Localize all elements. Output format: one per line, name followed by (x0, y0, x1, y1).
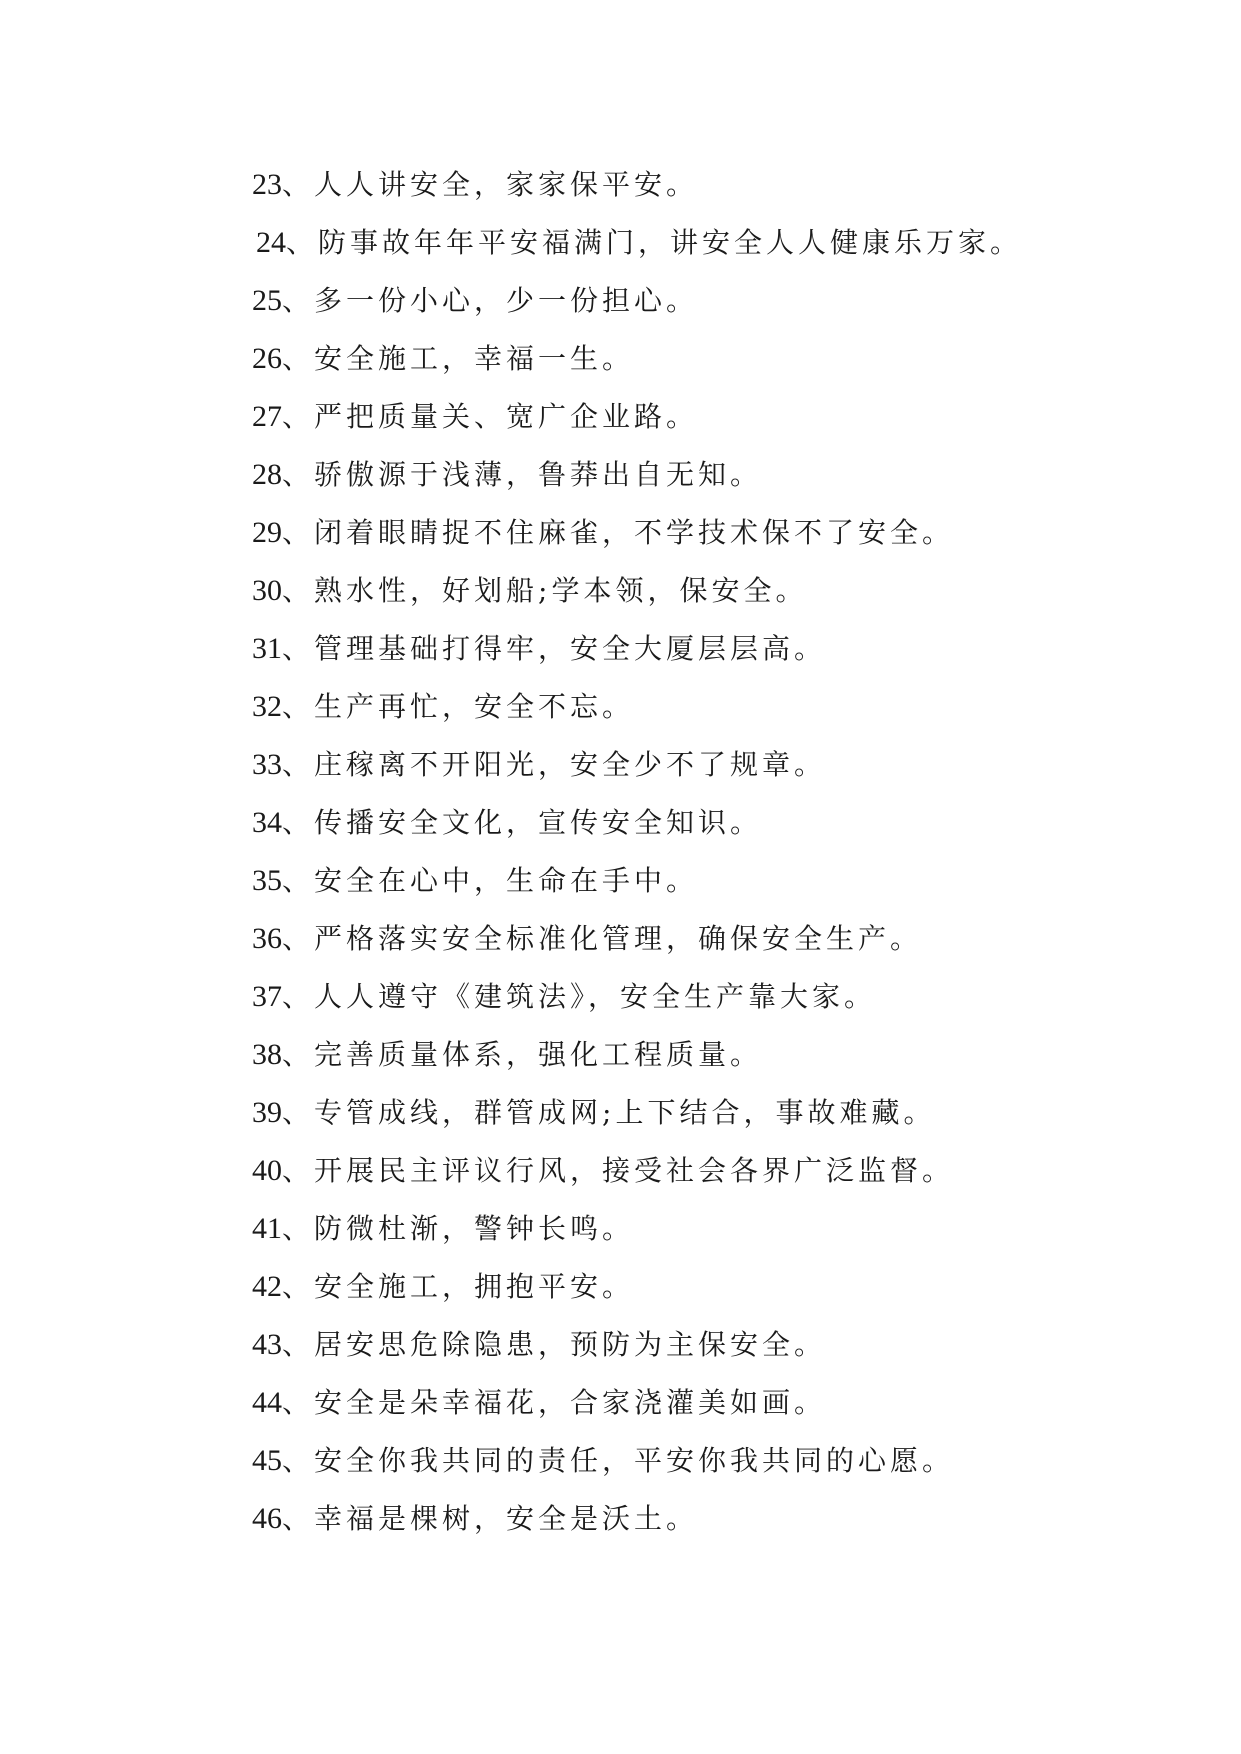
item-separator: 、 (282, 1386, 315, 1419)
list-item (252, 620, 1022, 678)
item-separator: 、 (282, 1038, 315, 1071)
item-number: 41 (252, 1212, 282, 1245)
item-separator: 、 (282, 168, 315, 201)
item-text: 庄稼离不开阳光，安全少不了规章。 (314, 748, 827, 781)
item-number: 30 (252, 574, 282, 607)
list-item (252, 156, 1022, 214)
item-separator: 、 (282, 574, 315, 607)
item-number: 45 (252, 1444, 282, 1477)
item-text: 居安思危除隐患，预防为主保安全。 (314, 1328, 827, 1361)
item-number: 24 (256, 226, 286, 259)
list-item (252, 852, 1022, 910)
list-item (252, 1490, 1022, 1548)
item-number: 42 (252, 1270, 282, 1303)
item-number: 39 (252, 1096, 282, 1129)
list-item (252, 1084, 1022, 1142)
list-item (252, 968, 1022, 1026)
item-separator: 、 (282, 922, 315, 955)
item-separator: 、 (282, 1212, 315, 1245)
list-item (252, 1258, 1022, 1316)
list-item (252, 388, 1022, 446)
item-text: 生产再忙，安全不忘。 (314, 690, 635, 723)
item-separator: 、 (282, 806, 315, 839)
item-text: 安全施工，幸福一生。 (314, 342, 635, 375)
item-text: 人人遵守《建筑法》，安全生产靠大家。 (314, 980, 877, 1013)
item-text: 安全你我共同的责任，平安你我共同的心愿。 (314, 1444, 955, 1477)
list-item (252, 1142, 1022, 1200)
item-text: 多一份小心，少一份担心。 (314, 284, 699, 317)
item-separator: 、 (282, 400, 315, 433)
item-separator: 、 (282, 690, 315, 723)
list-item (252, 272, 1022, 330)
list-item (252, 1200, 1022, 1258)
item-number: 33 (252, 748, 282, 781)
item-number: 28 (252, 458, 282, 491)
list-item (252, 678, 1022, 736)
item-separator: 、 (282, 1502, 315, 1535)
item-text: 传播安全文化，宣传安全知识。 (314, 806, 763, 839)
list-item (252, 736, 1022, 794)
item-number: 36 (252, 922, 282, 955)
item-separator: 、 (282, 1270, 315, 1303)
item-separator: 、 (282, 516, 315, 549)
item-number: 35 (252, 864, 282, 897)
item-text: 闭着眼睛捉不住麻雀，不学技术保不了安全。 (314, 516, 955, 549)
item-text: 严格落实安全标准化管理，确保安全生产。 (314, 922, 923, 955)
list-item (252, 1026, 1022, 1084)
item-text: 严把质量关、宽广企业路。 (314, 400, 699, 433)
item-number: 43 (252, 1328, 282, 1361)
item-number: 27 (252, 400, 282, 433)
item-number: 29 (252, 516, 282, 549)
item-separator: 、 (282, 342, 315, 375)
list-item (252, 504, 1022, 562)
list-item (252, 910, 1022, 968)
item-separator: 、 (282, 748, 315, 781)
item-separator: 、 (282, 284, 315, 317)
item-text: 专管成线，群管成网;上下结合，事故难藏。 (314, 1096, 936, 1129)
item-text: 完善质量体系，强化工程质量。 (314, 1038, 763, 1071)
item-number: 37 (252, 980, 282, 1013)
item-number: 25 (252, 284, 282, 317)
list-item (252, 1432, 1022, 1490)
list-item (252, 562, 1022, 620)
list-item (252, 1316, 1022, 1374)
item-separator: 、 (282, 864, 315, 897)
item-number: 23 (252, 168, 282, 201)
item-number: 26 (252, 342, 282, 375)
item-number: 38 (252, 1038, 282, 1071)
item-separator: 、 (282, 632, 315, 665)
item-text: 防微杜渐，警钟长鸣。 (314, 1212, 635, 1245)
item-text: 骄傲源于浅薄，鲁莽出自无知。 (314, 458, 763, 491)
list-item (252, 214, 1022, 272)
item-separator: 、 (282, 980, 315, 1013)
item-text: 安全施工，拥抱平安。 (314, 1270, 635, 1303)
list-item (252, 446, 1022, 504)
slogan-list (252, 156, 1022, 1548)
item-separator: 、 (282, 1328, 315, 1361)
list-item (252, 794, 1022, 852)
item-text: 人人讲安全，家家保平安。 (314, 168, 699, 201)
item-number: 32 (252, 690, 282, 723)
item-text: 幸福是棵树，安全是沃土。 (314, 1502, 699, 1535)
item-number: 34 (252, 806, 282, 839)
item-text: 防事故年年平安福满门，讲安全人人健康乐万家。 (318, 226, 1023, 259)
item-separator: 、 (282, 1154, 315, 1187)
item-text: 开展民主评议行风，接受社会各界广泛监督。 (314, 1154, 955, 1187)
item-text: 熟水性，好划船;学本领，保安全。 (314, 574, 808, 607)
item-text: 安全在心中，生命在手中。 (314, 864, 699, 897)
item-separator: 、 (282, 458, 315, 491)
list-item (252, 1374, 1022, 1432)
item-number: 40 (252, 1154, 282, 1187)
item-separator: 、 (282, 1444, 315, 1477)
item-number: 44 (252, 1386, 282, 1419)
item-separator: 、 (282, 1096, 315, 1129)
list-item (252, 330, 1022, 388)
item-text: 管理基础打得牢，安全大厦层层高。 (314, 632, 827, 665)
item-number: 31 (252, 632, 282, 665)
item-separator: 、 (286, 226, 319, 259)
item-number: 46 (252, 1502, 282, 1535)
item-text: 安全是朵幸福花，合家浇灌美如画。 (314, 1386, 827, 1419)
